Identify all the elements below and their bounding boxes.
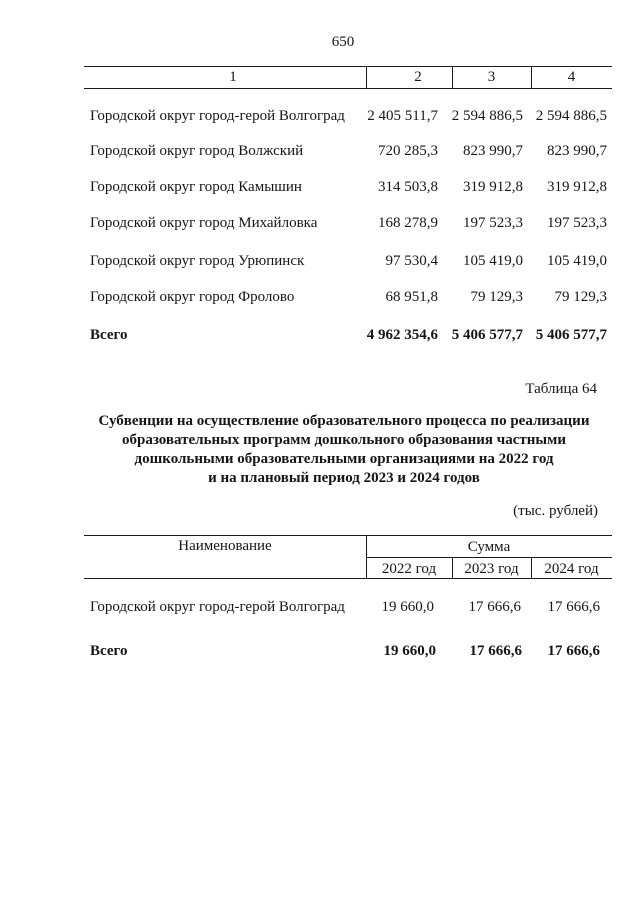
table-total-row bbox=[0, 642, 640, 660]
value-2022: 2 405 511,7 bbox=[367, 108, 438, 124]
page-number: 650 bbox=[331, 34, 355, 50]
table-title-line: дошкольными образовательными организациями на 2022 год bbox=[134, 451, 554, 467]
value-2023: 105 419,0 bbox=[463, 253, 523, 269]
value-2024: 197 523,3 bbox=[547, 215, 607, 231]
value-2023: 2 594 886,5 bbox=[451, 108, 523, 124]
value-2023: 79 129,3 bbox=[470, 289, 523, 305]
total-2024: 5 406 577,7 bbox=[535, 327, 607, 343]
total-2023: 17 666,6 bbox=[469, 643, 522, 659]
header-sum: Сумма bbox=[467, 539, 511, 555]
total-2022: 4 962 354,6 bbox=[366, 327, 438, 343]
table-title-line: и на плановый период 2023 и 2024 годов bbox=[208, 470, 480, 486]
table-row bbox=[0, 598, 640, 616]
value-2023: 823 990,7 bbox=[463, 143, 523, 159]
table-caption: Таблица 64 bbox=[525, 381, 597, 397]
row-name: Городской округ город-герой Волгоград bbox=[90, 108, 345, 124]
total-2024: 17 666,6 bbox=[547, 643, 600, 659]
value-2022: 314 503,8 bbox=[378, 179, 438, 195]
value-2022: 97 530,4 bbox=[385, 253, 438, 269]
value-2022: 168 278,9 bbox=[378, 215, 438, 231]
table-title-line: образовательных программ дошкольного образования частными bbox=[122, 432, 566, 448]
row-name: Городской округ город Урюпинск bbox=[90, 253, 305, 269]
table-title-line: Субвенции на осуществление образовательного процесса по реализации bbox=[98, 413, 590, 429]
value-2024: 17 666,6 bbox=[547, 599, 600, 615]
total-label: Всего bbox=[90, 643, 128, 659]
units-label: (тыс. рублей) bbox=[513, 503, 598, 519]
value-2022: 68 951,8 bbox=[385, 289, 438, 305]
header-name: Наименование bbox=[178, 538, 272, 554]
value-2024: 105 419,0 bbox=[547, 253, 607, 269]
table-row bbox=[0, 288, 640, 306]
value-2023: 319 912,8 bbox=[463, 179, 523, 195]
total-label: Всего bbox=[90, 327, 128, 343]
column-number: 3 bbox=[487, 69, 496, 85]
table-row bbox=[0, 214, 640, 232]
table-rule-header-bottom bbox=[84, 578, 612, 579]
header-year: 2023 год bbox=[464, 561, 519, 577]
row-name: Городской округ город Камышин bbox=[90, 179, 302, 195]
table-row bbox=[0, 178, 640, 196]
row-name: Городской округ город Михайловка bbox=[90, 215, 318, 231]
value-2024: 319 912,8 bbox=[547, 179, 607, 195]
value-2022: 19 660,0 bbox=[381, 599, 434, 615]
table-row bbox=[0, 142, 640, 160]
value-2022: 720 285,3 bbox=[378, 143, 438, 159]
value-2024: 2 594 886,5 bbox=[535, 108, 607, 124]
total-2022: 19 660,0 bbox=[383, 643, 436, 659]
row-name: Городской округ город Фролово bbox=[90, 289, 295, 305]
table-header-row bbox=[0, 68, 640, 86]
total-2023: 5 406 577,7 bbox=[451, 327, 523, 343]
value-2023: 197 523,3 bbox=[463, 215, 523, 231]
table-rule-top bbox=[84, 535, 612, 536]
column-number: 4 bbox=[567, 69, 576, 85]
row-name: Городской округ город Волжский bbox=[90, 143, 304, 159]
value-2024: 823 990,7 bbox=[547, 143, 607, 159]
row-name: Городской округ город-герой Волгоград bbox=[90, 599, 345, 615]
table-total-row bbox=[0, 326, 640, 344]
table-rule-top bbox=[84, 66, 612, 67]
table-rule-sum-split bbox=[366, 557, 612, 558]
table-rule-header-bottom bbox=[84, 88, 612, 89]
header-year: 2024 год bbox=[544, 561, 599, 577]
column-number: 1 bbox=[229, 69, 237, 85]
value-2023: 17 666,6 bbox=[468, 599, 521, 615]
table-row bbox=[0, 252, 640, 270]
table-title bbox=[64, 412, 624, 488]
header-year: 2022 год bbox=[381, 561, 437, 577]
table-row bbox=[0, 107, 640, 125]
column-number: 2 bbox=[414, 69, 422, 85]
value-2024: 79 129,3 bbox=[554, 289, 607, 305]
